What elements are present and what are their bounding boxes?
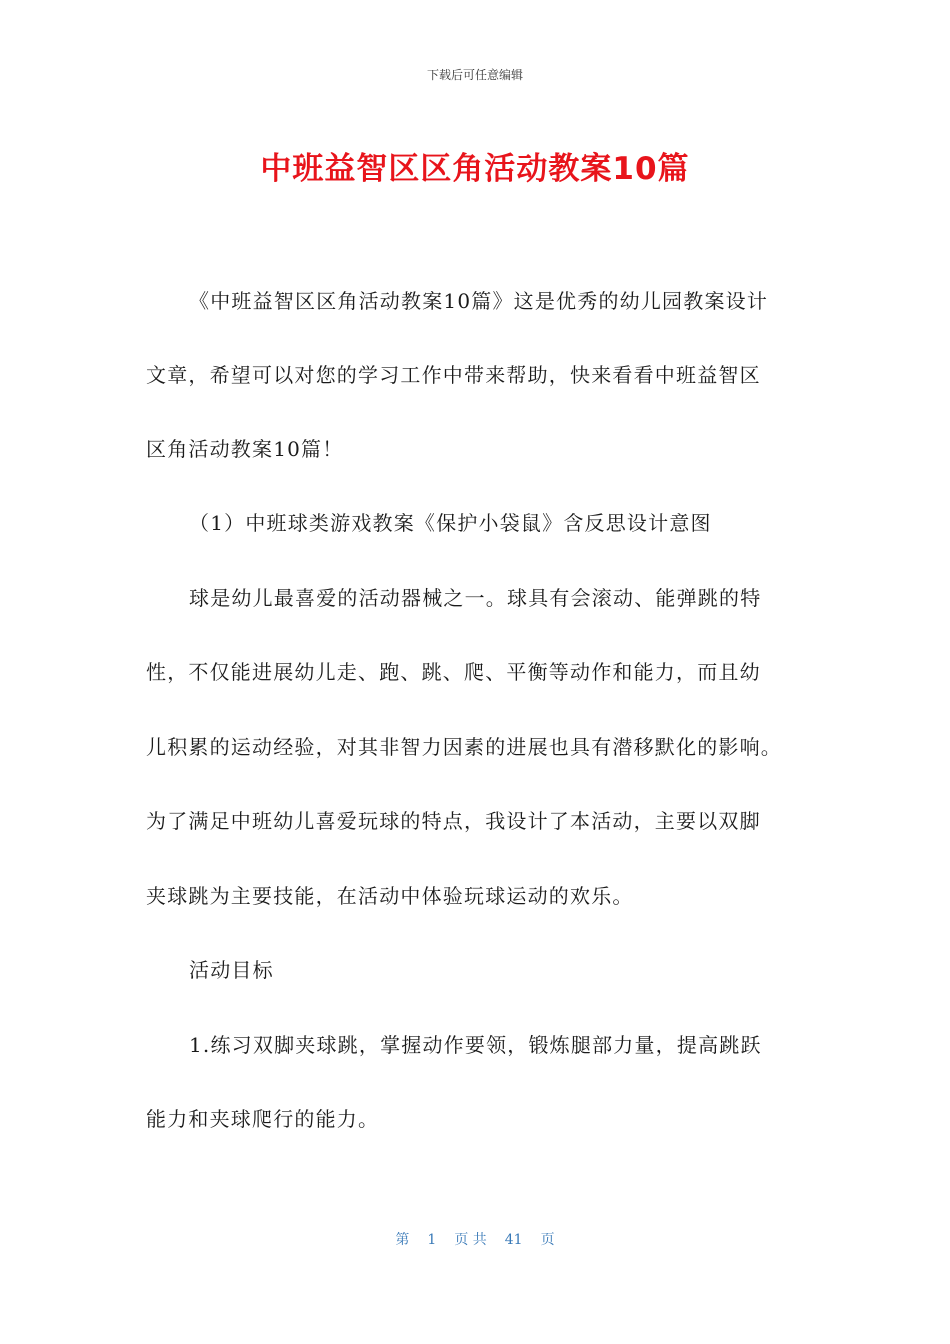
paragraph-line-1: 《中班益智区区角活动教案10篇》这是优秀的幼儿园教案设计 [189,289,769,313]
section-heading-1: （1）中班球类游戏教案《保护小袋鼠》含反思设计意图 [189,511,712,535]
paragraph-line-7: 为了满足中班幼儿喜爱玩球的特点，我设计了本活动，主要以双脚 [146,809,761,833]
document-title: 中班益智区区角活动教案10篇 [260,151,690,187]
header-note: 下载后可任意编辑 [426,68,523,82]
footer-prefix: 第 [395,1232,410,1248]
goal-item-1-line-1: 1.练习双脚夹球跳，掌握动作要领，锻炼腿部力量，提高跳跃 [189,1033,762,1057]
goal-item-1-line-2: 能力和夹球爬行的能力。 [146,1107,380,1131]
footer-middle: 页 共 [454,1232,487,1248]
activity-goals-heading: 活动目标 [189,958,274,982]
paragraph-line-3: 区角活动教案10篇！ [146,437,344,461]
paragraph-line-5: 性，不仅能进展幼儿走、跑、跳、爬、平衡等动作和能力，而且幼 [146,660,761,684]
paragraph-line-4: 球是幼儿最喜爱的活动器械之一。球具有会滚动、能弹跳的特 [189,586,762,610]
page-footer [0,1229,950,1249]
paragraph-line-8: 夹球跳为主要技能，在活动中体验玩球运动的欢乐。 [146,884,634,908]
footer-current-page: 1 [427,1232,437,1248]
paragraph-line-6: 儿积累的运动经验，对其非智力因素的进展也具有潜移默化的影响。 [146,735,782,759]
footer-total-pages: 41 [504,1232,523,1248]
paragraph-line-2: 文章，希望可以对您的学习工作中带来帮助，快来看看中班益智区 [146,363,761,387]
footer-suffix: 页 [540,1232,555,1248]
